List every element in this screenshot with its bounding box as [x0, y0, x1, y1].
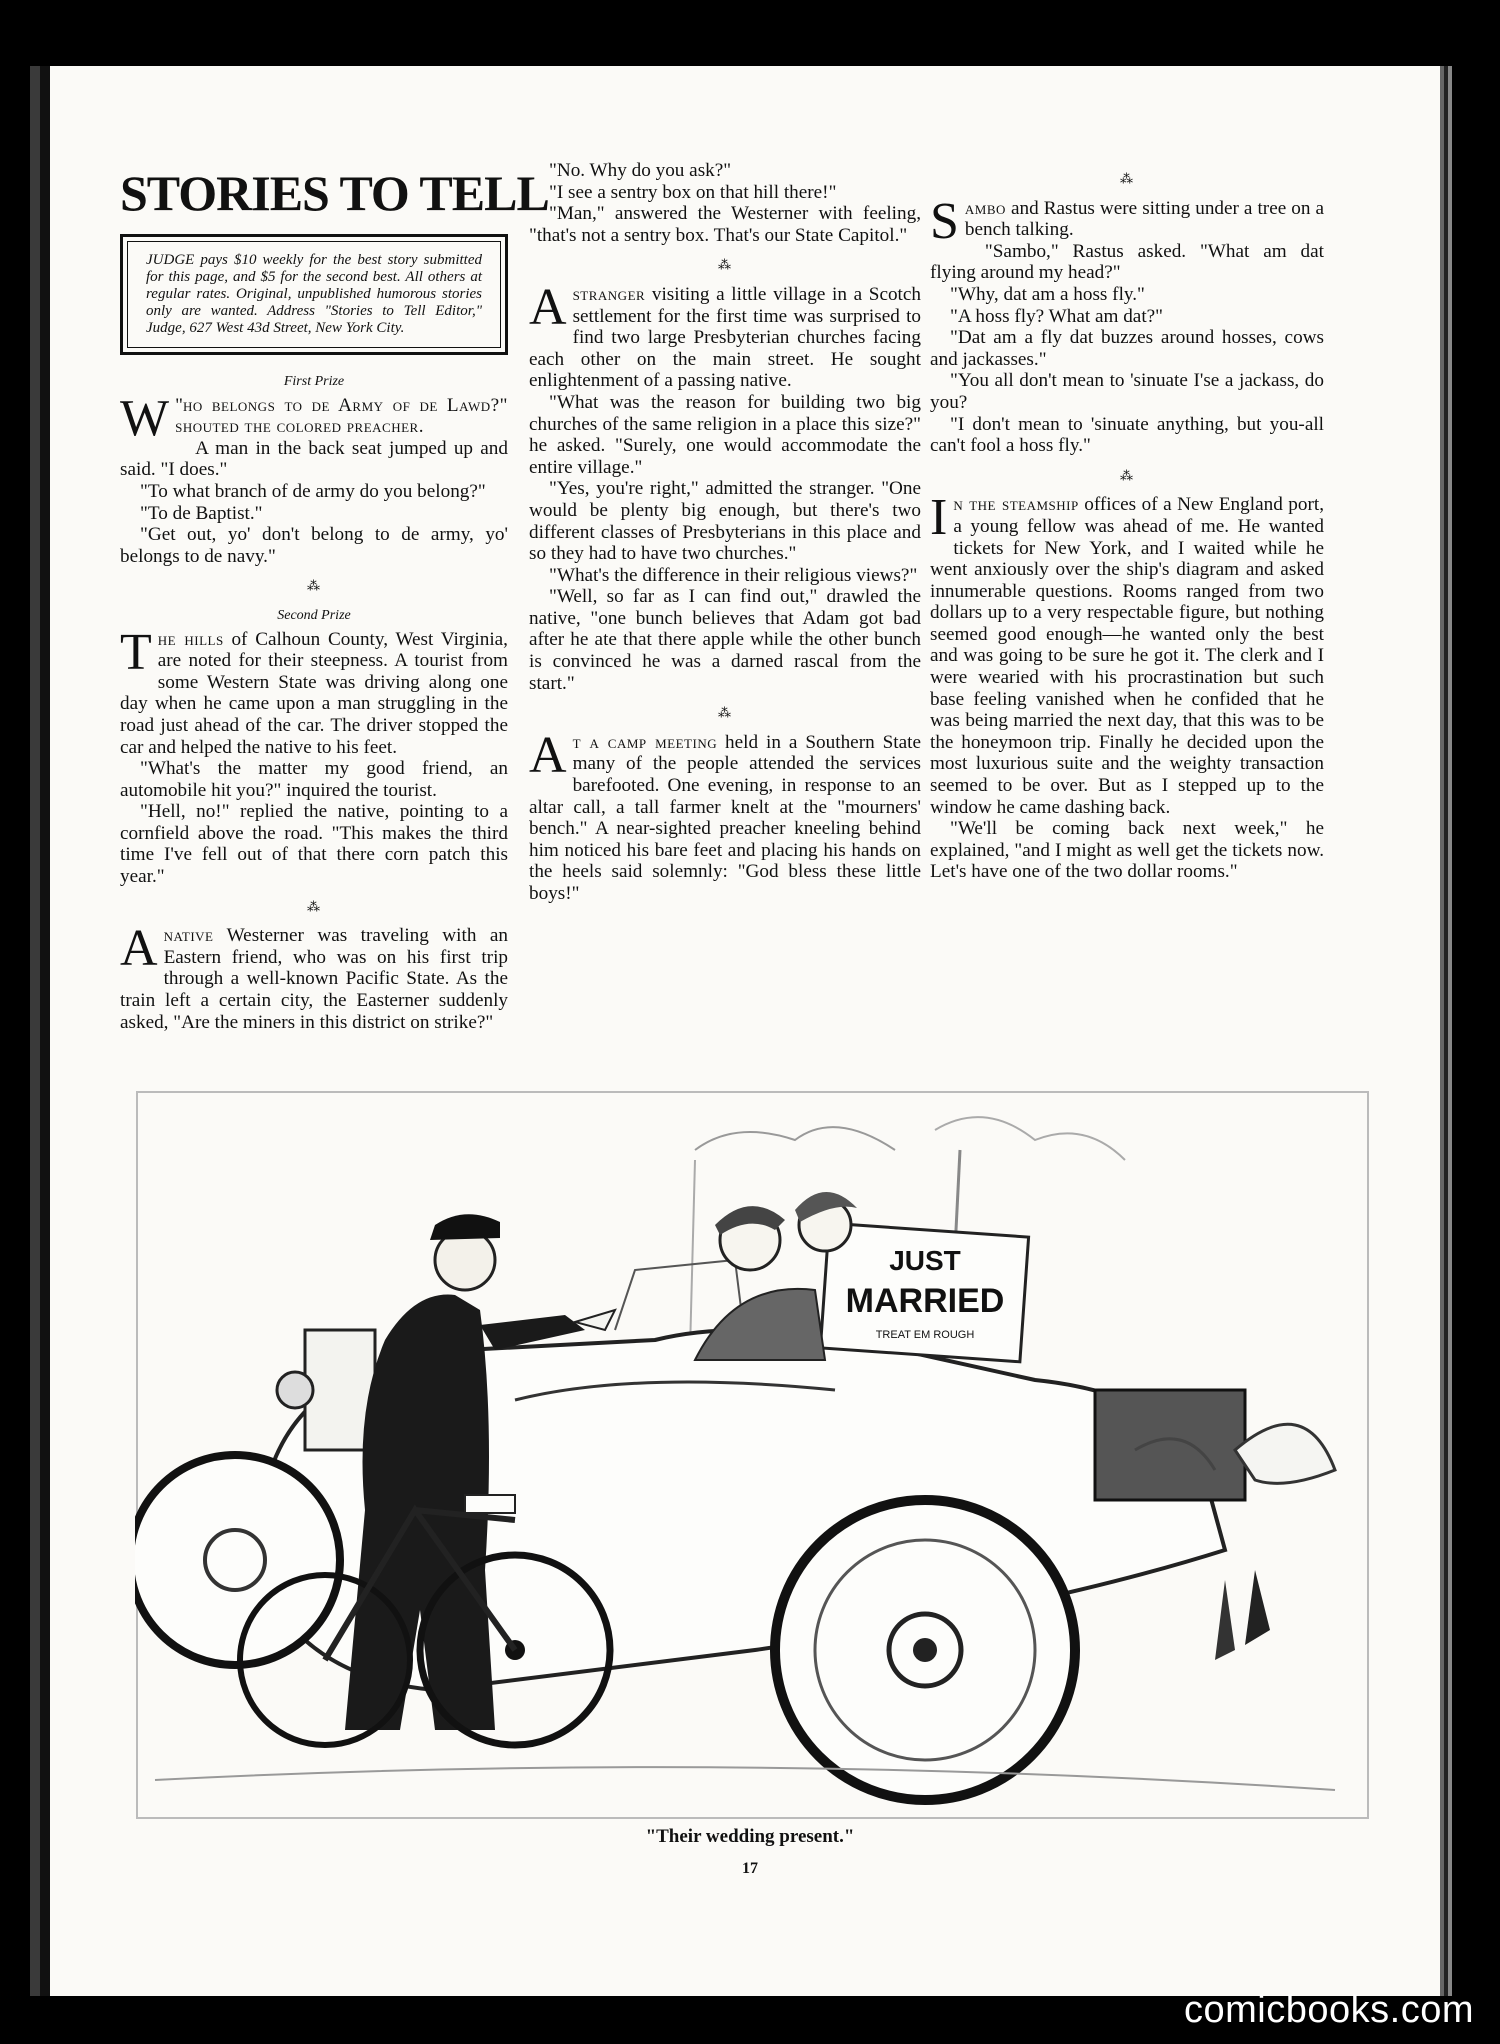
drop-cap: I	[930, 489, 948, 547]
page-right-edge	[1436, 66, 1456, 1996]
drop-cap: A	[529, 726, 567, 784]
column-3	[930, 160, 1324, 883]
sign-text-just: JUST	[889, 1245, 961, 1276]
story-divider: ⁂	[307, 898, 321, 914]
story-divider: ⁂	[1120, 171, 1134, 186]
drop-cap: A	[529, 278, 567, 336]
story-6-paragraph: "Dat am a fly dat buzzes around hosses, cows and jackasses."	[930, 327, 1324, 370]
story-1-lead: " W ho belongs to de Army of de Lawd?" shouted the colored preacher.	[120, 389, 508, 447]
illustration-caption: "Their wedding present."	[645, 1826, 855, 1847]
story-4-lead: A stranger visiting a little village in a Scotch settlement for the first time was surprised to find two large Presbyterian churches facing each other on the main street. He sought enlightenment of a passing native.	[529, 278, 921, 392]
story-divider: ⁂	[307, 578, 321, 594]
story-2-paragraph: "Hell, no!" replied the native, pointing to a cornfield above the road. "This makes the third time I've fell out of that there corn patch this year."	[120, 801, 508, 888]
story-1-paragraph: A man in the back seat jumped up and said. "I does."	[120, 437, 508, 481]
story-1-paragraph: "To de Baptist."	[140, 502, 263, 524]
story-7-paragraph: "We'll be coming back next week," he explained, "and I might as well get the tickets now. Let's have one of the two dollar rooms."	[930, 818, 1324, 883]
story-4-paragraph: "What's the difference in their religious views?"	[549, 564, 918, 586]
story-6-lead: Sambo and Rastus were sitting under a tree on a bench talking.	[930, 192, 1324, 250]
drop-cap: W	[120, 389, 170, 447]
story-6-paragraph: "Why, dat am a hoss fly."	[950, 283, 1145, 305]
story-6-paragraph: "A hoss fly? What am dat?"	[950, 305, 1164, 327]
story-3-paragraph: "I see a sentry box on that hill there!"	[549, 181, 837, 203]
story-5-lead: At a camp meeting held in a Southern State many of the people attended the services barefooted. One evening, in response to an altar call, a tall farmer knelt at the "mourners' bench." A near-sighted preacher kneeling behind him noticed his bare feet and placing his hands on the heels said solemnly: "God bless these little boys!"	[529, 726, 921, 904]
story-1-paragraph: "Get out, yo' don't belong to de army, yo' belongs to de navy."	[120, 524, 508, 567]
story-1-paragraph: "To what branch of de army do you belong?"	[140, 480, 486, 502]
page-number: 17	[742, 1860, 758, 1877]
story-divider: ⁂	[718, 705, 732, 721]
drop-cap: S	[930, 192, 959, 250]
cartoon-illustration	[135, 1090, 1370, 1820]
story-7-lead: In the steamship offices of a New England port, a young fellow was ahead of me. He wanted tickets for New York, and I waited while he went anxiously over the ship's diagram and asked innumerable questions. Rooms ranged from two dollars up to a very respectable figure, but nothing seemed good enough—he wanted only the best and was going to be sure he got it. The clerk and I were wearied with his procrastination but such base feeling vanished when he confided that he was being married the next day, that this was to be the honeymoon trip. Finally he decided upon the most luxurious suite and the weighty transaction seemed to be over. But as I stepped up to the window he came dashing back.	[930, 489, 1324, 818]
watermark: comicbooks.com	[1184, 1989, 1474, 2031]
column-2	[529, 160, 921, 905]
submission-notice-box	[120, 234, 508, 355]
second-prize-label: Second Prize	[277, 607, 351, 623]
submission-notice: JUDGE pays $10 weekly for the best story submitted for this page, and $5 for the second best. All others at regular rates. Original, unpublished humorous stories only are wanted. Address "Stories to Tell Editor," Judge, 627 West 43d Street, New York City.	[127, 241, 501, 348]
story-4-paragraph: "Well, so far as I can find out," drawled the native, "one bunch believes that Adam got bad after he ate that there apple while the other bunch is convinced he was a darned rascal from the start."	[529, 586, 921, 694]
story-3-lead: A native Westerner was traveling with an Eastern friend, who was on his first trip through a well-known Pacific State. As the train left a certain city, the Easterner suddenly asked, "Are the miners in this district on strike?"	[120, 920, 508, 1033]
story-2-lead: The hills of Calhoun County, West Virginia, are noted for their steepness. A tourist from some Western State was driving along one day when he came upon a man struggling in the road just ahead of the car. The driver stopped the car and helped the native to his feet.	[120, 623, 508, 758]
story-divider: ⁂	[718, 257, 732, 273]
story-6-paragraph: "You all don't mean to 'sinuate I'se a jackass, do you?	[930, 370, 1324, 413]
sign-text-treat-em-rough: TREAT EM ROUGH	[875, 1329, 975, 1341]
story-3-paragraph: "Man," answered the Westerner with feeling, "that's not a sentry box. That's our State Capitol."	[529, 203, 921, 246]
column-1	[120, 160, 549, 1033]
story-3-paragraph: "No. Why do you ask?"	[549, 160, 732, 181]
drop-cap: T	[120, 623, 152, 681]
story-2-paragraph: "What's the matter my good friend, an automobile hit you?" inquired the tourist.	[120, 758, 508, 801]
story-4-paragraph: "What was the reason for building two big churches of the same religion in a place this size?" he asked. "Surely, one would accommodate the entire village."	[529, 391, 921, 478]
cartoon-drawing	[135, 1090, 1370, 1820]
drop-cap: A	[120, 920, 158, 978]
first-prize-label: First Prize	[283, 374, 345, 389]
page-title: STORIES TO TELL	[120, 165, 549, 221]
story-6-paragraph: "I don't mean to 'sinuate anything, but you-all can't fool a hoss fly."	[930, 413, 1324, 457]
sign-text-married: MARRIED	[845, 1282, 1005, 1320]
story-6-paragraph: "Sambo," Rastus asked. "What am dat flying around my head?"	[930, 240, 1324, 284]
story-divider: ⁂	[1120, 467, 1134, 483]
story-4-paragraph: "Yes, you're right," admitted the stranger. "One would be plenty big enough, but there's two different classes of Presbyterians in this place and so they had to have two churches."	[529, 478, 921, 565]
